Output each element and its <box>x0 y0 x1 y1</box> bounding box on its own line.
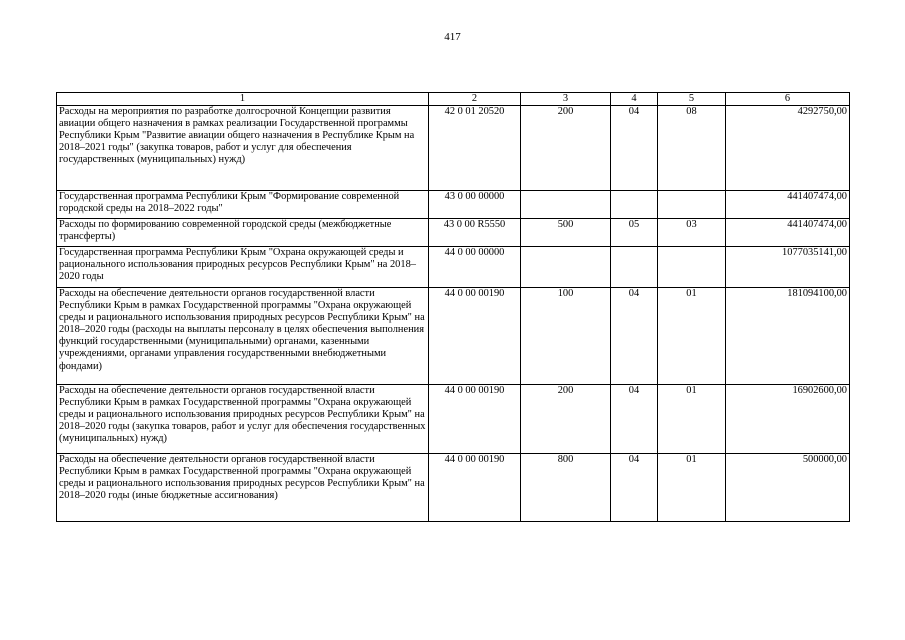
row-section: 04 <box>611 288 658 385</box>
row-amount: 1077035141,00 <box>726 247 850 288</box>
row-amount: 16902600,00 <box>726 385 850 454</box>
row-amount: 441407474,00 <box>726 219 850 247</box>
table-row <box>57 385 850 454</box>
row-section: 05 <box>611 219 658 247</box>
table-row <box>57 454 850 522</box>
row-target-code: 43 0 00 R5550 <box>429 219 521 247</box>
row-section: 04 <box>611 454 658 522</box>
table-header-row <box>57 93 850 106</box>
header-cell-1: 1 <box>57 93 429 106</box>
row-expense-type: 800 <box>521 454 611 522</box>
row-section: 04 <box>611 385 658 454</box>
row-description: Расходы на обеспечение деятельности органов государственной власти Республики Крым в рамках Государственной программы "Охрана окружающей среды и рационального использования природных ресурсов Республики Крым" на 2018–2020 годы (закупка товаров, работ и услуг для обеспечения государственных (муниципальных) нужд) <box>57 385 429 454</box>
budget-table <box>56 92 850 522</box>
row-target-code: 44 0 00 00000 <box>429 247 521 288</box>
row-description: Расходы на мероприятия по разработке долгосрочной Концепции развития авиации общего назначения в рамках реализации Государственной программы Республики Крым "Развитие авиации общего назначения в Республике Крым на 2018–2021 годы" (закупка товаров, работ и услуг для обеспечения государственных (муниципальных) нужд) <box>57 106 429 191</box>
row-description: Расходы по формированию современной городской среды (межбюджетные трансферты) <box>57 219 429 247</box>
row-expense-type: 200 <box>521 106 611 191</box>
row-expense-type: 100 <box>521 288 611 385</box>
row-amount: 4292750,00 <box>726 106 850 191</box>
row-section <box>611 247 658 288</box>
row-description: Расходы на обеспечение деятельности органов государственной власти Республики Крым в рамках Государственной программы "Охрана окружающей среды и рационального использования природных ресурсов Республики Крым" на 2018–2020 годы (расходы на выплаты персоналу в целях обеспечения выполнения функций государственными (муниципальными) органами, казенными учреждениями, органами управления государственными внебюджетными фондами) <box>57 288 429 385</box>
row-section <box>611 191 658 219</box>
table-row <box>57 106 850 191</box>
row-target-code: 44 0 00 00190 <box>429 454 521 522</box>
row-amount: 181094100,00 <box>726 288 850 385</box>
table-row <box>57 191 850 219</box>
row-expense-type <box>521 247 611 288</box>
row-target-code: 42 0 01 20520 <box>429 106 521 191</box>
row-subsection: 08 <box>658 106 726 191</box>
row-amount: 441407474,00 <box>726 191 850 219</box>
row-expense-type <box>521 191 611 219</box>
row-description: Расходы на обеспечение деятельности органов государственной власти Республики Крым в рамках Государственной программы "Охрана окружающей среды и рационального использования природных ресурсов Республики Крым" на 2018–2020 годы (иные бюджетные ассигнования) <box>57 454 429 522</box>
table-row <box>57 247 850 288</box>
row-target-code: 44 0 00 00190 <box>429 385 521 454</box>
row-subsection <box>658 191 726 219</box>
row-section: 04 <box>611 106 658 191</box>
header-cell-2: 2 <box>429 93 521 106</box>
header-cell-4: 4 <box>611 93 658 106</box>
row-description: Государственная программа Республики Крым "Охрана окружающей среды и рационального использования природных ресурсов Республики Крым" на 2018–2020 годы <box>57 247 429 288</box>
row-target-code: 44 0 00 00190 <box>429 288 521 385</box>
row-amount: 500000,00 <box>726 454 850 522</box>
row-description: Государственная программа Республики Крым "Формирование современной городской среды на 2018–2022 годы" <box>57 191 429 219</box>
table-row <box>57 219 850 247</box>
row-target-code: 43 0 00 00000 <box>429 191 521 219</box>
row-subsection: 01 <box>658 454 726 522</box>
row-subsection: 01 <box>658 288 726 385</box>
row-subsection: 03 <box>658 219 726 247</box>
page-number: 417 <box>444 31 461 43</box>
row-expense-type: 200 <box>521 385 611 454</box>
row-subsection: 01 <box>658 385 726 454</box>
row-expense-type: 500 <box>521 219 611 247</box>
header-cell-3: 3 <box>521 93 611 106</box>
header-cell-5: 5 <box>658 93 726 106</box>
header-cell-6: 6 <box>726 93 850 106</box>
table-row <box>57 288 850 385</box>
row-subsection <box>658 247 726 288</box>
